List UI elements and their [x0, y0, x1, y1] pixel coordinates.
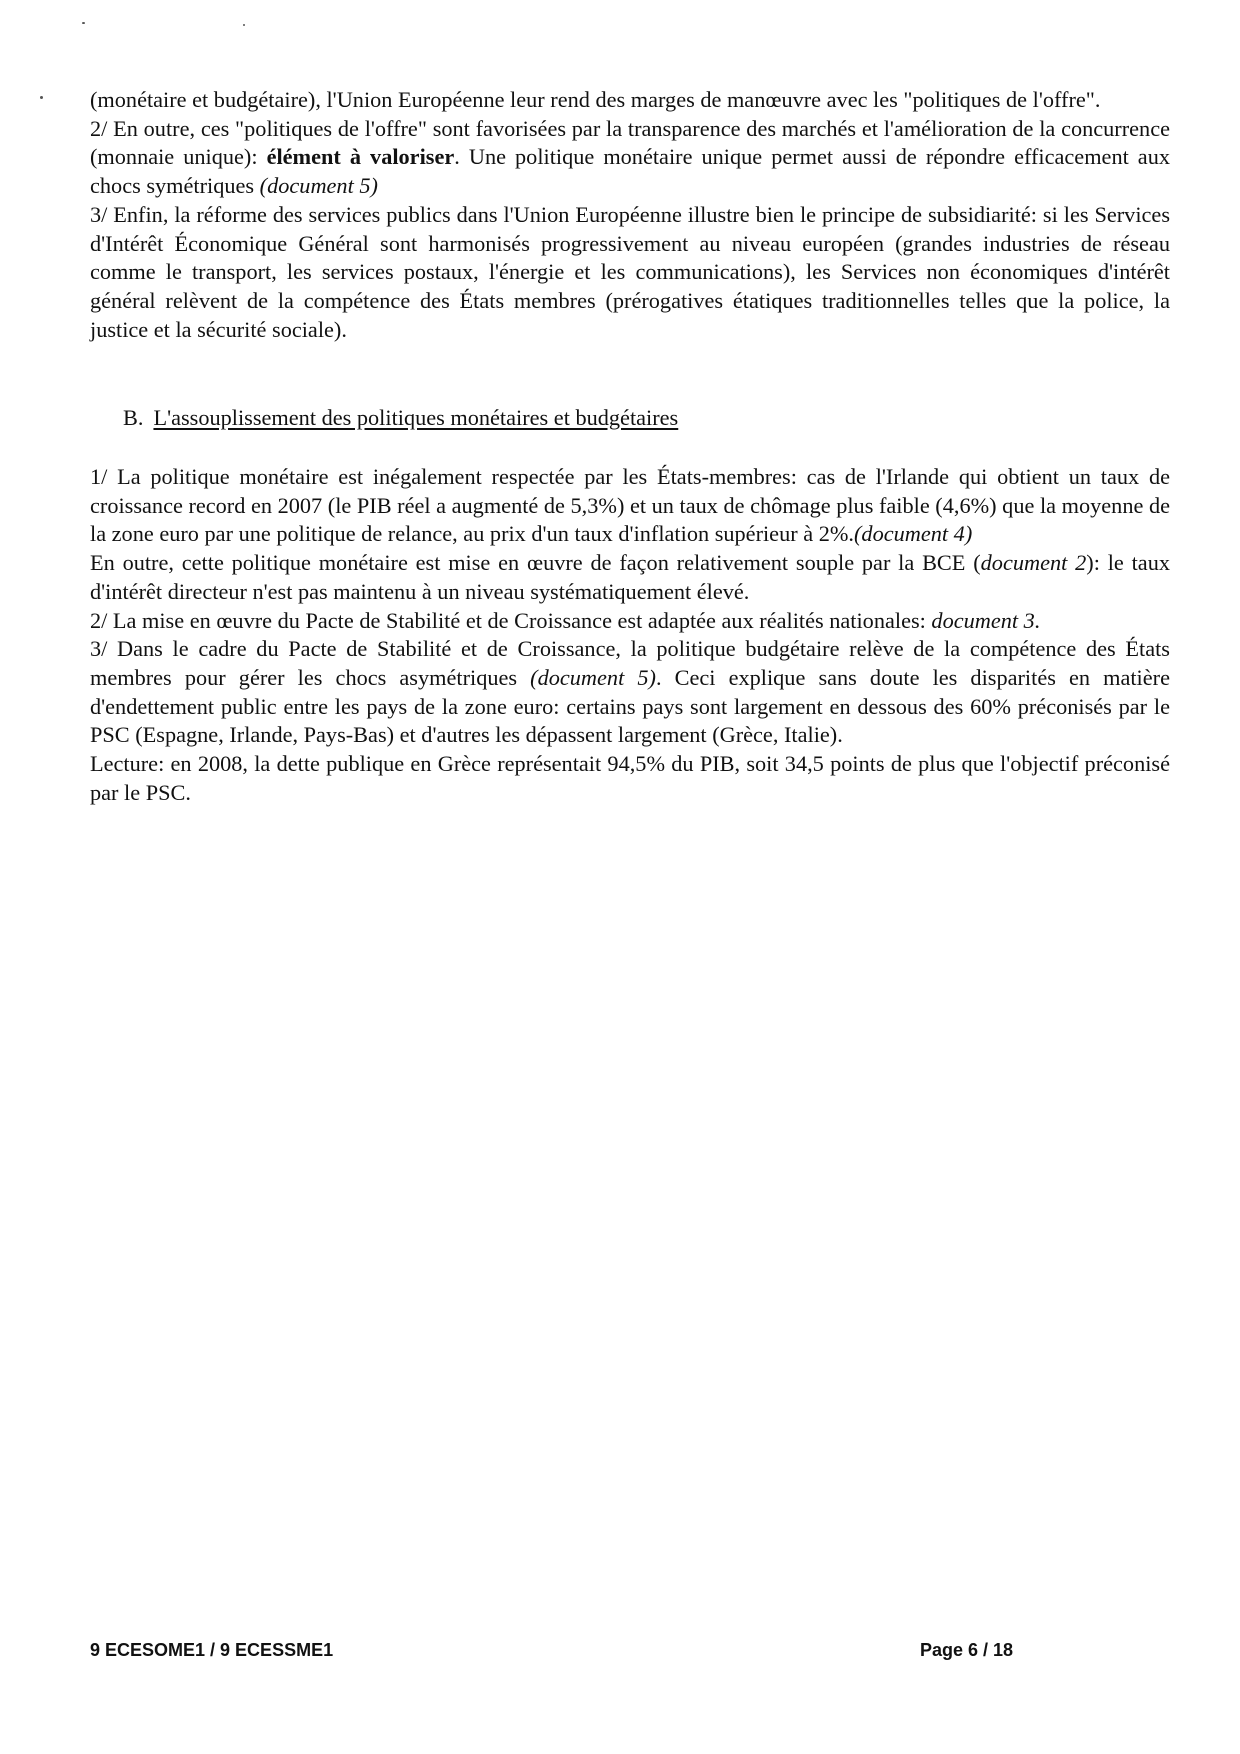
text: ): le taux d'intérêt directeur n'est pas maintenu à un niveau systématiquement élevé. [90, 550, 1170, 604]
document-reference: (document 5) [530, 664, 656, 690]
document-reference: document 2 [980, 550, 1087, 576]
paragraph: Lecture: en 2008, la dette publique en Grèce représentait 94,5% du PIB, soit 34,5 points de plus que l'objectif préconisé par le PSC. [90, 751, 1170, 805]
document-reference: (document 4) [854, 521, 973, 547]
document-reference: (document 5) [259, 173, 378, 199]
paragraph [90, 115, 1170, 201]
paragraph [90, 549, 1170, 606]
section-letter: B. [123, 405, 144, 430]
section-title: L'assouplissement des politiques monétaires et budgétaires [153, 405, 679, 430]
section-heading [123, 404, 678, 432]
text: 1/ La politique monétaire est inégalement respectée par les États-membres: cas de l'Irlande qui obtient un taux de croissance record en 2007 (le PIB réel a augmenté de 5,3%) et un taux de chômage plus faible (4,6%) que la moyenne de la zone euro par une politique de relance, au prix d'un taux d'inflation supérieur à 2%. [90, 464, 1170, 547]
paragraph: 3/ Enfin, la réforme des services publics dans l'Union Européenne illustre bien le principe de subsidiarité: si les Services d'Intérêt Économique Général sont harmonisés progressivement au niveau européen (grandes industries de réseau comme le transport, les services postaux, l'énergie et les communications), les Services non économiques d'intérêt général relèvent de la compétence des États membres (prérogatives étatiques traditionnelles telles que la police, la justice et la sécurité sociale). [90, 201, 1170, 342]
scan-speck [40, 96, 43, 99]
text: . Une politique monétaire unique permet aussi de répondre efficacement aux chocs symétriques [90, 144, 1171, 199]
paragraph [90, 635, 1170, 750]
text: En outre, cette politique monétaire est mise en œuvre de façon relativement souple par la BCE ( [90, 550, 981, 576]
footer-page-number: Page 6 / 18 [920, 1640, 1014, 1660]
footer-exam-code: 9 ECESOME1 / 9 ECESSME1 [90, 1640, 334, 1660]
text: 2/ La mise en œuvre du Pacte de Stabilité et de Croissance est adaptée aux réalités nationales: [90, 607, 932, 633]
document-reference: document 3. [931, 607, 1041, 633]
paragraph: (monétaire et budgétaire), l'Union Européenne leur rend des marges de manœuvre avec les "politiques de l'offre". [90, 87, 1101, 112]
text: 2/ En outre, ces "politiques de l'offre" sont favorisées par la transparence des marchés et l'amélioration de la concurrence (monnaie unique): [90, 115, 1170, 170]
scan-speck [243, 24, 245, 26]
paragraph [90, 607, 1170, 636]
text: . Ceci explique sans doute les disparités en matière d'endettement public entre les pays de la zone euro: certains pays sont largement en dessous des 60% préconisés par le PSC (Espagne, Irlande, Pays-Bas) et d'autres les dépassent largement (Grèce, Italie). [90, 664, 1170, 748]
section-b-body [90, 463, 1170, 807]
text: 3/ Dans le cadre du Pacte de Stabilité et de Croissance, la politique budgétaire relève de la compétence des États membres pour gérer les chocs asymétriques [90, 636, 1170, 690]
section-a-continuation [90, 86, 1170, 344]
scan-speck [82, 22, 85, 24]
paragraph [90, 463, 1170, 549]
bold-emphasis: élément à valoriser [266, 144, 455, 170]
